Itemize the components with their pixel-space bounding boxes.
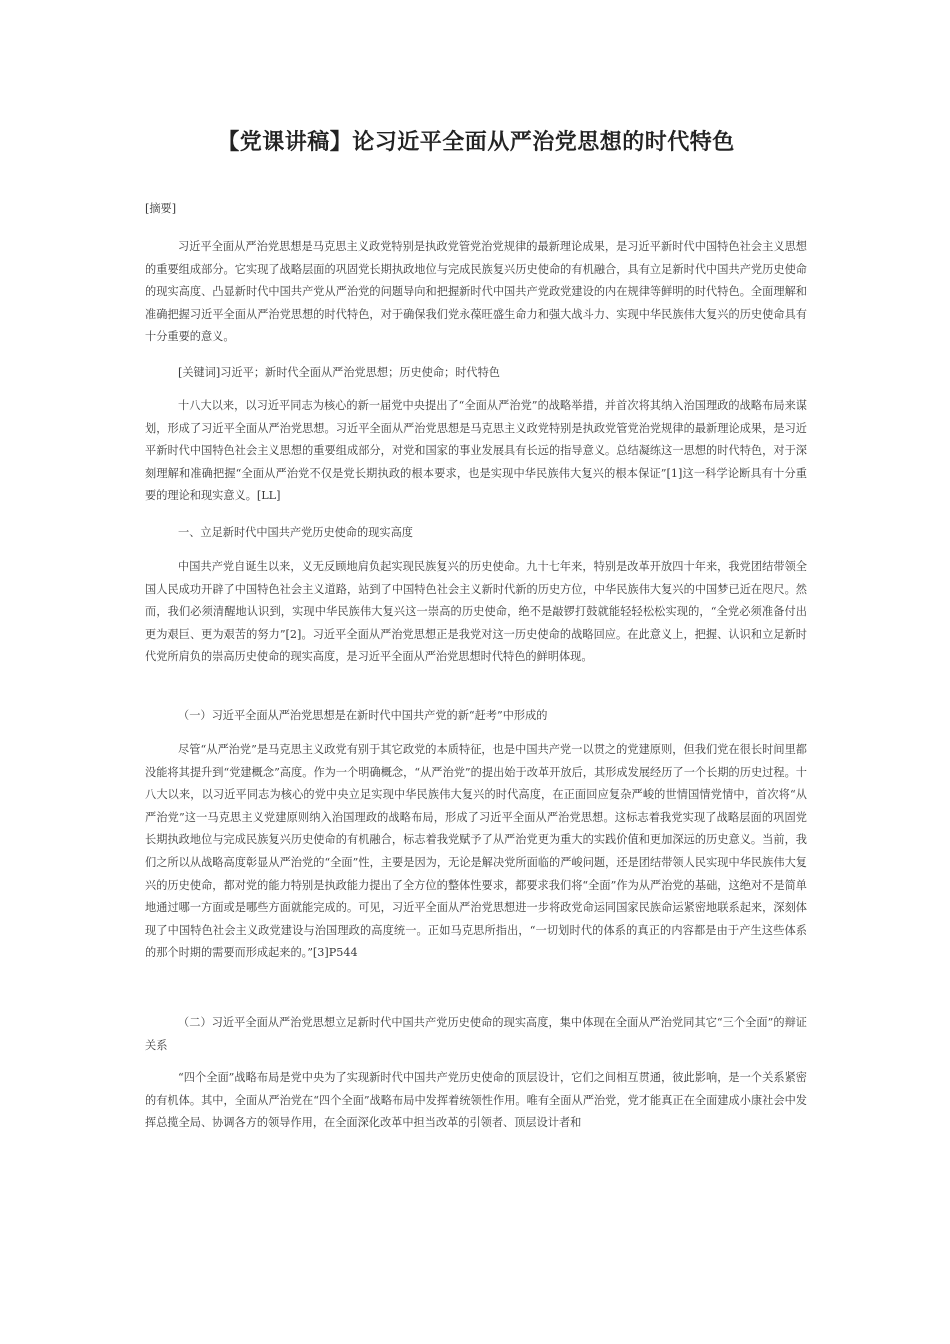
- document-title: 【党课讲稿】论习近平全面从严治党思想的时代特色: [217, 130, 735, 155]
- section-heading-1: 一、立足新时代中国共产党历史使命的现实高度: [178, 526, 413, 539]
- subsection-heading-1: （一）习近平全面从严治党思想是在新时代中国共产党的新“赶考”中形成的: [178, 709, 548, 722]
- keywords-line: [关键词]习近平；新时代全面从严治党思想；历史使命；时代特色: [178, 366, 500, 379]
- abstract-label: [摘要]: [145, 202, 177, 215]
- body-paragraph-1: 中国共产党自诞生以来，义无反顾地肩负起实现民族复兴的历史使命。九十七年来，特别是改革开放四十年来，我党团结带领全国人民成功开辟了中国特色社会主义道路，站到了中国特色社会主义新时代新的历史方位，中华民族伟大复兴的中国梦已近在咫尺。然而，我们必须清醒地认识到，实现中华民族伟大复兴这一崇高的历史使命，绝不是敲锣打鼓就能轻轻松松实现的，“全党必须准备付出更为艰巨、更为艰苦的努力”[2]。习近平全面从严治党思想正是我党对这一历史使命的战略回应。在此意义上，把握、认识和立足新时代党所肩负的崇高历史使命的现实高度，是习近平全面从严治党思想时代特色的鲜明体现。: [145, 560, 807, 664]
- body-paragraph-3: “四个全面”战略布局是党中央为了实现新时代中国共产党历史使命的顶层设计，它们之间相互贯通，彼此影响，是一个关系紧密的有机体。其中，全面从严治党在“四个全面”战略布局中发挥着统领性作用。唯有全面从严治党，党才能真正在全面建成小康社会中发挥总揽全局、协调各方的领导作用，在全面深化改革中担当改革的引领者、顶层设计者和: [145, 1071, 807, 1130]
- body-paragraph-2: 尽管“从严治党”是马克思主义政党有别于其它政党的本质特征，也是中国共产党一以贯之的党建原则，但我们党在很长时间里都没能将其提升到“党建概念”高度。作为一个明确概念，“从严治党”的提出始于改革开放后，其形成发展经历了一个长期的历史过程。十八大以来，以习近平同志为核心的党中央立足实现中华民族伟大复兴的时代高度，在正面回应复杂严峻的世情国情党情中，首次将“从严治党”这一马克思主义党建原则纳入治国理政的战略布局，形成了习近平全面从严治党思想。这标志着我党实现了战略层面的巩固党长期执政地位与完成民族复兴历史使命的有机融合，标志着我党赋予了从严治党更为重大的实践价值和更加深远的历史意义。当前，我们之所以从战略高度彰显从严治党的“全面”性，主要是因为，无论是解决党所面临的严峻问题，还是团结带领人民实现中华民族伟大复兴的历史使命，都对党的能力特别是执政能力提出了全方位的整体性要求，都要求我们将“全面”作为从严治党的基础，这绝对不是简单地通过哪一方面或是哪些方面就能完成的。可见，习近平全面从严治党思想进一步将政党命运同国家民族命运紧密地联系起来，深刻体现了中国特色社会主义政党建设与治国理政的高度统一。正如马克思所指出，“一切划时代的体系的真正的内容都是由于产生这些体系的那个时期的需要而形成起来的。”[3]P544: [145, 743, 807, 960]
- subsection-heading-2: （二）习近平全面从严治党思想立足新时代中国共产党历史使命的现实高度，集中体现在全面从严治党同其它“三个全面”的辩证关系: [145, 1016, 807, 1052]
- abstract-paragraph: 习近平全面从严治党思想是马克思主义政党特别是执政党管党治党规律的最新理论成果，是习近平新时代中国特色社会主义思想的重要组成部分。它实现了战略层面的巩固党长期执政地位与完成民族复兴历史使命的有机融合，具有立足新时代中国共产党历史使命的现实高度、凸显新时代中国共产党从严治党的问题导向和把握新时代中国共产党政党建设的内在规律等鲜明的时代特色。全面理解和准确把握习近平全面从严治党思想的时代特色，对于确保我们党永葆旺盛生命力和强大战斗力、实现中华民族伟大复兴的历史使命具有十分重要的意义。: [145, 240, 807, 344]
- intro-paragraph: 十八大以来，以习近平同志为核心的新一届党中央提出了“全面从严治党”的战略举措，并首次将其纳入治国理政的战略布局来谋划，形成了习近平全面从严治党思想。习近平全面从严治党思想是马克思主义政党特别是执政党管党治党规律的最新理论成果，是习近平新时代中国特色社会主义思想的重要组成部分，对党和国家的事业发展具有长远的指导意义。总结凝练这一思想的时代特色，对于深刻理解和准确把握“全面从严治党不仅是党长期执政的根本要求，也是实现中华民族伟大复兴的根本保证”[1]这一科学论断具有十分重要的理论和现实意义。[LL]: [145, 399, 807, 503]
